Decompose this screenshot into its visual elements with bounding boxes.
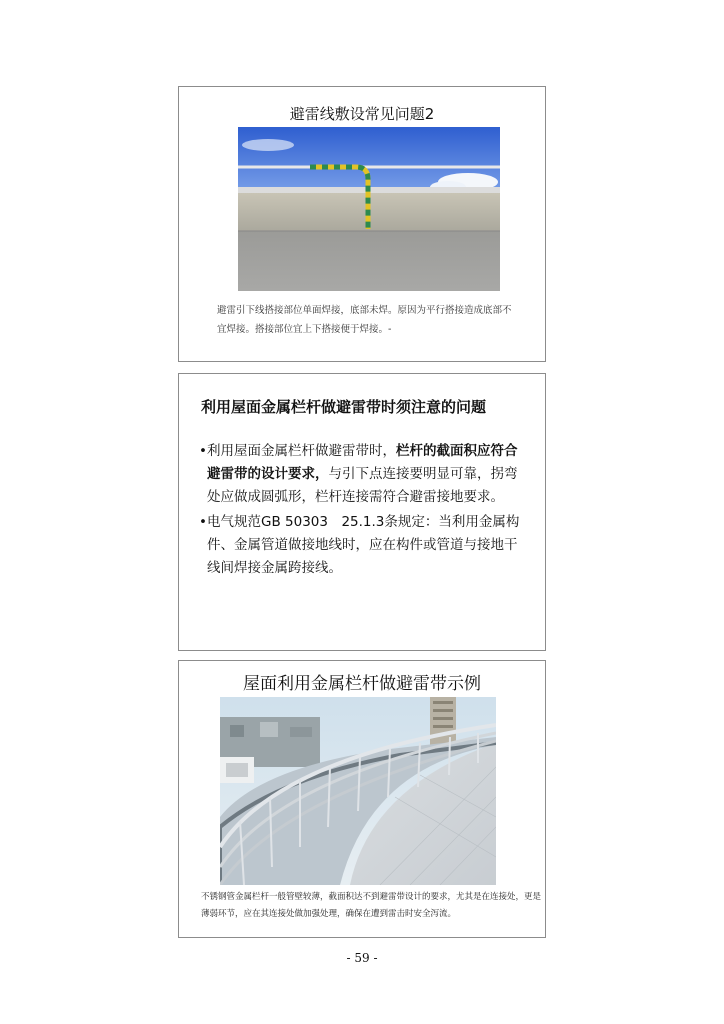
bullet-text: 利用屋面金属栏杆做避雷带时，栏杆的截面积应符合避雷带的设计要求，与引下点连接要明显可靠，拐弯处应做成圆弧形，栏杆连接需符合避雷接地要求。 xyxy=(207,443,518,505)
lightning-down-conductor-photo xyxy=(238,127,500,291)
rooftop-railing-photo xyxy=(220,697,496,885)
slide-3 xyxy=(178,660,546,938)
slide-2-title: 利用屋面金属栏杆做避雷带时须注意的问题 xyxy=(201,398,487,416)
bullet-marker: • xyxy=(199,443,207,459)
bullet-emphasis: 栏杆的截面积应符合避雷带的设计要求， xyxy=(207,443,518,482)
page-number: - 59 - xyxy=(346,951,378,965)
slide-1-title: 避雷线敷设常见问题2 xyxy=(289,105,435,123)
slide-1-caption: 避雷引下线搭接部位单面焊接，底部未焊。原因为平行搭接造成底部不宜焊接。搭接部位宜上下搭接便于焊接。- xyxy=(217,305,512,335)
bullet-item xyxy=(199,440,529,509)
bullet-marker: • xyxy=(199,514,207,530)
slide-3-title: 屋面利用金属栏杆做避雷带示例 xyxy=(243,674,481,694)
slide-3-caption: 不锈钢管金属栏杆一般管壁较薄，截面积达不到避雷带设计的要求，尤其是在连接处，更是薄弱环节，应在其连接处做加强处理，确保在遭到雷击时安全泻流。 xyxy=(201,892,542,919)
slide-2 xyxy=(178,373,546,651)
bullet-text: 电气规范GB 50303 25.1.3条规定：当利用金属构件、金属管道做接地线时，应在构件或管道与接地干线间焊接金属跨接线。 xyxy=(207,514,520,576)
bullet-list xyxy=(199,440,529,582)
bullet-item xyxy=(199,511,529,580)
slide-1 xyxy=(178,86,546,362)
